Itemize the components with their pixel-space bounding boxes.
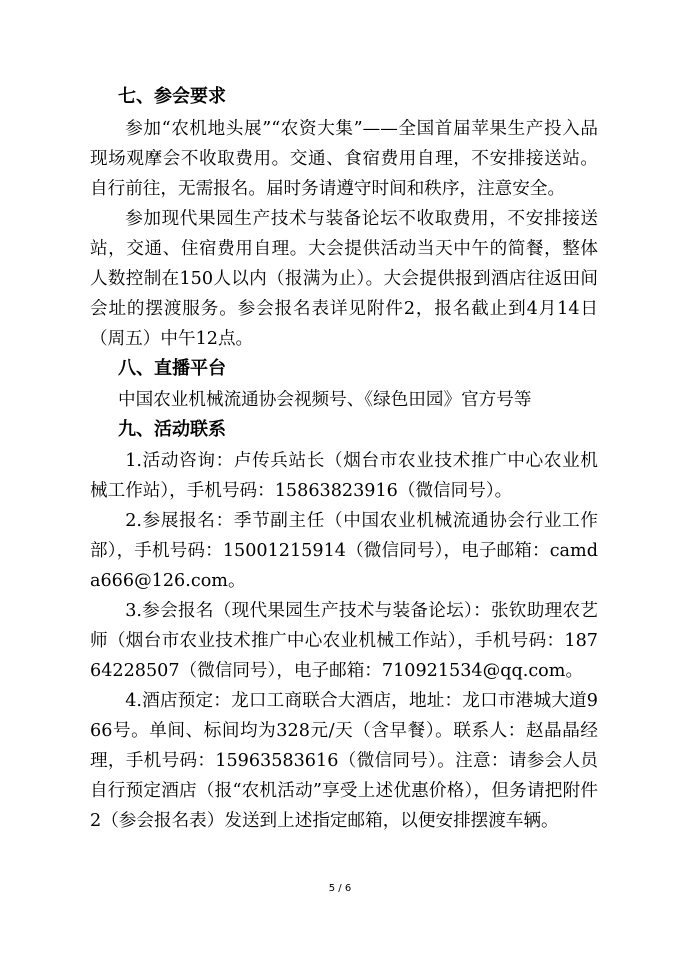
section-heading-requirements: 七、参会要求	[118, 86, 226, 107]
page-number: 5 / 6	[328, 883, 352, 894]
contact-item-exhibitor-registration: 2.参展报名：季节副主任（中国农业机械流通协会行业工作部），手机号码：15001215914（微信同号），电子邮箱：camda666@126.com。	[90, 511, 598, 591]
section-heading-contacts: 九、活动联系	[118, 419, 226, 440]
livestream-platforms: 中国农业机械流通协会视频号、《绿色田园》官方号等	[118, 390, 532, 410]
contact-item-forum-registration: 3.参会报名（现代果园生产技术与装备论坛）：张钦助理农艺师（烟台市农业技术推广中心农业机械工作站），手机号码：18764228507（微信同号），电子邮箱：710921534@qq.com。	[90, 601, 598, 681]
section-heading-livestream: 八、直播平台	[118, 358, 226, 379]
paragraph-forum: 参加现代果园生产技术与装备论坛不收取费用，不安排接送站，交通、住宿费用自理。大会提供活动当天中午的简餐，整体人数控制在150人以内（报满为止）。大会提供报到酒店往返田间会址的摆渡服务。参会报名表详见附件2，报名截止到4月14日（周五）中午12点。	[90, 209, 598, 349]
contact-item-consulting: 1.活动咨询：卢传兵站长（烟台市农业技术推广中心农业机械工作站），手机号码：15863823916（微信同号）。	[90, 451, 598, 501]
paragraph-exhibition: 参加“农机地头展”“农资大集”——全国首届苹果生产投入品现场观摩会不收取费用。交通、食宿费用自理，不安排接送站。自行前往，无需报名。届时务请遵守时间和秩序，注意安全。	[90, 119, 598, 199]
contact-item-hotel: 4.酒店预定：龙口工商联合大酒店，地址：龙口市港城大道966号。单间、标间均为328元/天（含早餐）。联系人：赵晶晶经理，手机号码：15963583616（微信同号）。注意：请参会人员自行预定酒店（报“农机活动”享受上述优惠价格），但务请把附件2（参会报名表）发送到上述指定邮箱，以便安排摆渡车辆。	[90, 691, 598, 831]
